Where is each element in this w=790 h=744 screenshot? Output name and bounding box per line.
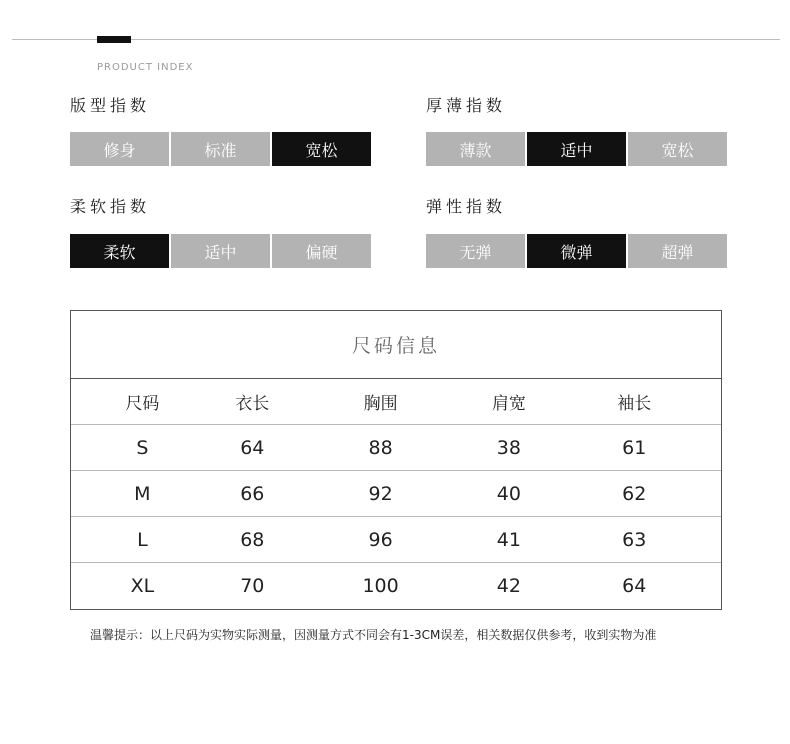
shoulder-cell: 40 — [496, 482, 521, 505]
size-cell: L — [137, 528, 148, 551]
section-subtitle: PRODUCT INDEX — [97, 62, 194, 73]
index-option: 柔软 — [70, 234, 169, 268]
index-options-fit — [70, 132, 371, 166]
index-option: 宽松 — [628, 132, 727, 166]
index-option: 标准 — [171, 132, 270, 166]
measurement-note: 温馨提示：以上尺码为实物实际测量，因测量方式不同会有1-3CM误差，相关数据仅供参考，收到实物为准 — [90, 628, 657, 642]
index-option: 薄款 — [426, 132, 525, 166]
index-title-thickness: 厚薄指数 — [426, 96, 507, 115]
index-option: 适中 — [171, 234, 270, 268]
column-header: 尺码 — [125, 394, 160, 414]
column-header: 衣长 — [235, 394, 270, 414]
index-title-softness: 柔软指数 — [70, 197, 151, 216]
sleeve-cell: 62 — [622, 482, 647, 505]
table-row — [71, 425, 721, 471]
length-cell: 66 — [240, 482, 265, 505]
index-options-elasticity — [426, 234, 727, 268]
size-cell: XL — [130, 575, 155, 597]
length-cell: 64 — [240, 436, 265, 459]
length-cell: 70 — [240, 575, 265, 597]
length-cell: 68 — [240, 528, 265, 551]
chest-cell: 96 — [368, 528, 393, 551]
shoulder-cell: 38 — [496, 436, 521, 459]
shoulder-cell: 42 — [496, 575, 521, 597]
size-table — [70, 310, 722, 610]
size-cell: M — [134, 482, 151, 505]
table-row — [71, 517, 721, 563]
sleeve-cell: 61 — [622, 436, 647, 459]
index-title-fit: 版型指数 — [70, 96, 151, 115]
sleeve-cell: 64 — [622, 575, 647, 597]
index-option: 微弹 — [527, 234, 626, 268]
index-option: 无弹 — [426, 234, 525, 268]
size-cell: S — [136, 436, 149, 459]
column-header: 胸围 — [363, 394, 398, 414]
table-row — [71, 563, 721, 609]
column-header: 袖长 — [617, 394, 652, 414]
table-header-row — [71, 379, 721, 425]
index-option: 修身 — [70, 132, 169, 166]
index-option: 适中 — [527, 132, 626, 166]
chest-cell: 88 — [368, 436, 393, 459]
index-option: 超弹 — [628, 234, 727, 268]
shoulder-cell: 41 — [496, 528, 521, 551]
size-table-caption: 尺码信息 — [71, 311, 721, 379]
index-options-thickness — [426, 132, 727, 166]
header-accent-bar — [97, 36, 131, 43]
chest-cell: 92 — [368, 482, 393, 505]
table-row — [71, 471, 721, 517]
index-option: 偏硬 — [272, 234, 371, 268]
index-options-softness — [70, 234, 371, 268]
index-title-elasticity: 弹性指数 — [426, 197, 507, 216]
index-option: 宽松 — [272, 132, 371, 166]
chest-cell: 100 — [362, 575, 399, 597]
sleeve-cell: 63 — [622, 528, 647, 551]
column-header: 肩宽 — [491, 394, 526, 414]
